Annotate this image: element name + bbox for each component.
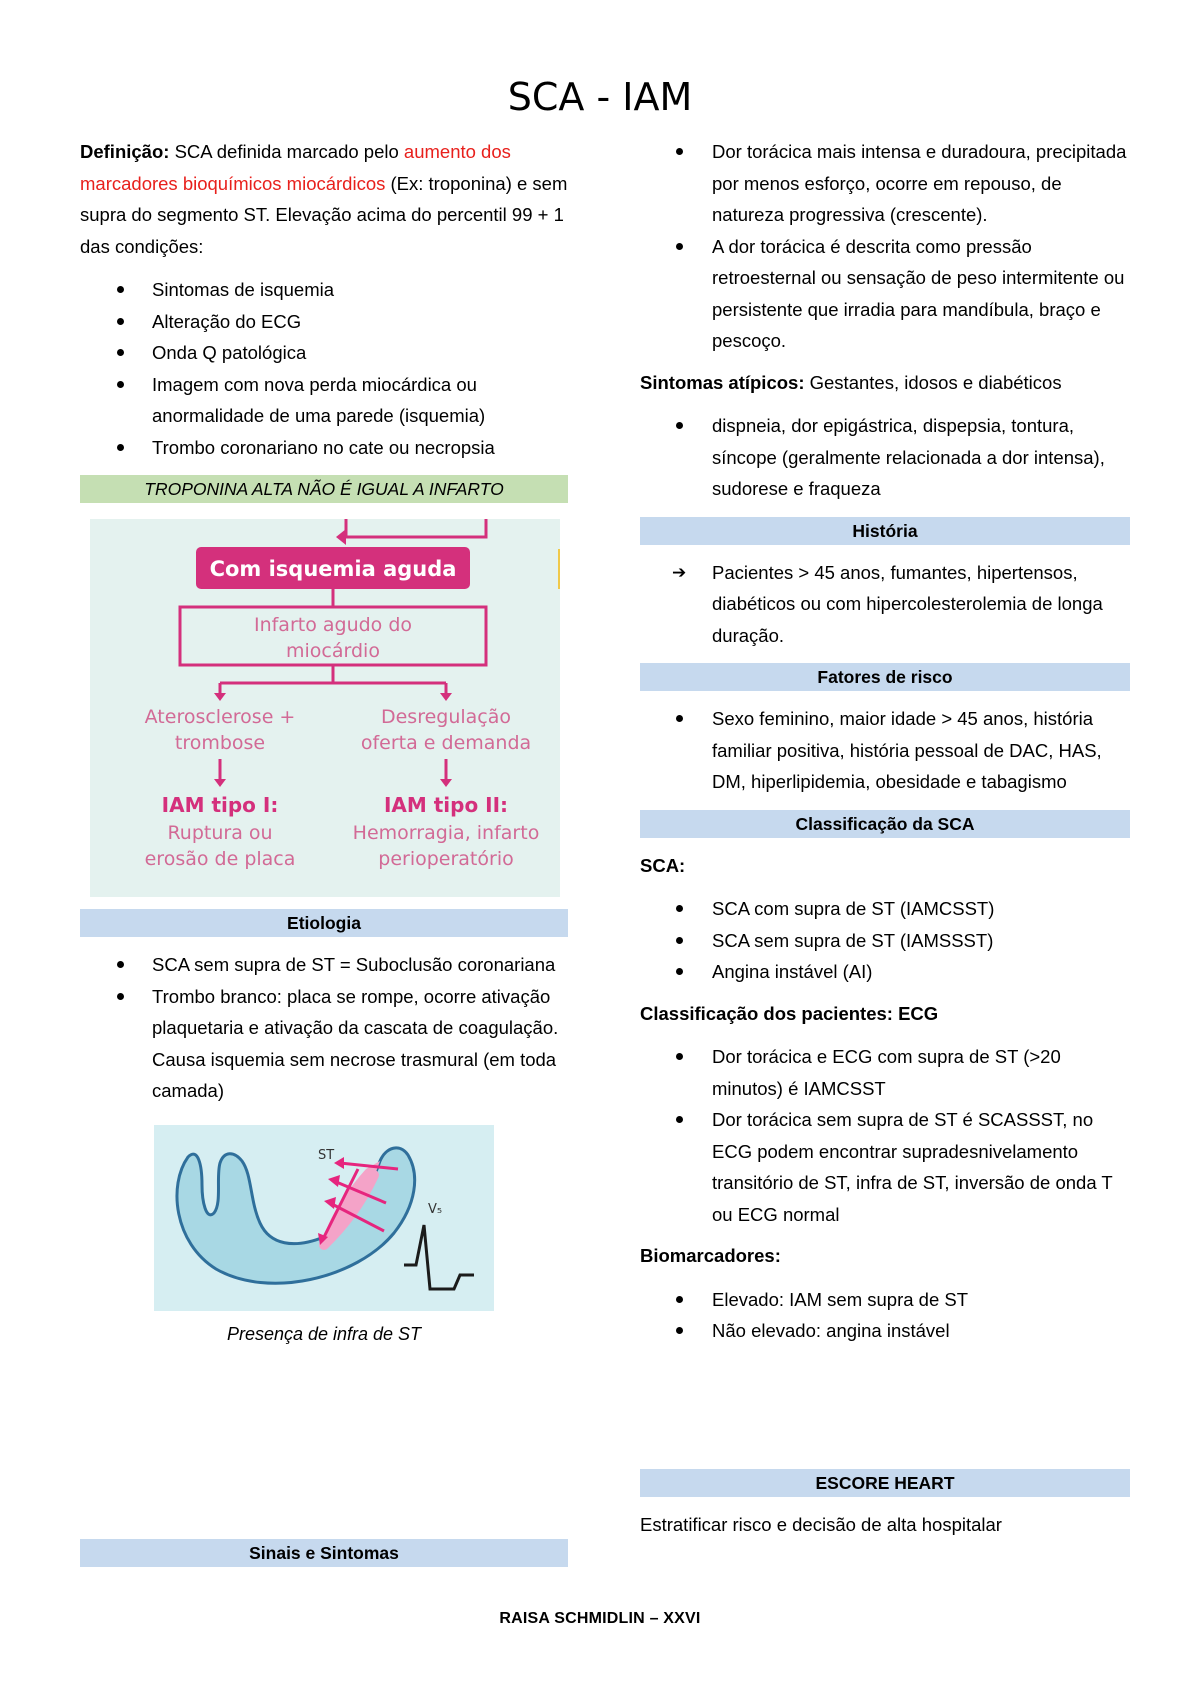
list-item: Dor torácica mais intensa e duradoura, precipitada por menos esforço, ocorre em repouso, de natureza progressiva (crescente). (640, 136, 1130, 231)
flowchart-top-text: Com isquemia aguda (209, 557, 457, 581)
biomarcadores-list (640, 1284, 1130, 1347)
etiologia-list (80, 949, 568, 1107)
flowchart-mid-text-1: Infarto agudo do (253, 614, 413, 636)
troponin-note: TROPONINA ALTA NÃO É IGUAL A INFARTO (80, 475, 568, 503)
biomarcadores-label: Biomarcadores: (640, 1245, 781, 1266)
definition-highlight: aumento dos marcadores bioquímicos miocárdicos (80, 141, 511, 194)
list-item: Imagem com nova perda miocárdica ou anormalidade de uma parede (isquemia) (80, 369, 568, 432)
definition-paragraph (80, 136, 568, 262)
ecg-v5-label: V₅ (428, 1201, 443, 1217)
list-item: dispneia, dor epigástrica, dispepsia, tontura, síncope (geralmente relacionada a dor intensa), sudorese e fraqueza (640, 410, 1130, 505)
list-item: Dor torácica e ECG com supra de ST (>20 minutos) é IAMCSST (640, 1041, 1130, 1104)
iam-flowchart (90, 519, 560, 897)
list-item: Angina instável (AI) (640, 956, 1130, 988)
footer-author: RAISA SCHMIDLIN – XXVI (499, 1610, 701, 1627)
list-item: A dor torácica é descrita como pressão retroesternal ou sensação de peso intermitente ou persistente que irradia para mandíbula, braço e pescoço. (640, 231, 1130, 357)
atypical-paragraph (640, 367, 1130, 399)
atypical-label: Sintomas atípicos: (640, 371, 805, 393)
sinais-sintomas-header: Sinais e Sintomas (80, 1539, 568, 1567)
list-item: Dor torácica sem supra de ST é SCASSST, no ECG podem encontrar supradesnivelamento transitório de ST, infra de ST, inversão de onda T ou ECG normal (640, 1104, 1130, 1230)
list-item: Elevado: IAM sem supra de ST (640, 1284, 1130, 1316)
flowchart-left-cause-2: trombose (174, 732, 266, 754)
flowchart-left-type: IAM tipo I: (161, 793, 279, 817)
flowchart-left-cause-1: Aterosclerose + (144, 706, 296, 728)
sca-list (640, 893, 1130, 988)
definition-text: SCA definida marcado pelo (169, 141, 404, 162)
flowchart-right-cause-2: oferta e demanda (360, 732, 532, 754)
list-item: Sintomas de isquemia (80, 274, 568, 306)
list-item: SCA sem supra de ST (IAMSSST) (640, 925, 1130, 957)
classificacao-header: Classificação da SCA (640, 810, 1130, 838)
definition-label: Definição: (80, 141, 170, 162)
left-column (80, 136, 568, 1579)
list-item: SCA sem supra de ST = Suboclusão coronariana (80, 949, 568, 981)
flowchart-mid-text-2: miocárdio (286, 640, 380, 662)
etiologia-header: Etiologia (80, 909, 568, 937)
definition-text-cont: (Ex: troponina) e sem supra do segmento ST. Elevação acima do percentil 99 + 1 das condições: (80, 172, 568, 257)
ecg-st-figure (154, 1125, 494, 1311)
list-item: SCA com supra de ST (IAMCSST) (640, 893, 1130, 925)
atypical-text: Gestantes, idosos e diabéticos (804, 371, 1062, 393)
fatores-risco-header: Fatores de risco (640, 663, 1130, 691)
atypical-list (640, 410, 1130, 505)
ecg-classification-label: Classificação dos pacientes: ECG (640, 1002, 939, 1024)
flowchart-right-desc-2: perioperatório (378, 848, 514, 870)
page-title: SCA - IAM (507, 75, 693, 119)
right-column (640, 136, 1130, 1540)
flowchart-right-type: IAM tipo II: (383, 793, 509, 817)
list-item: Sexo feminino, maior idade > 45 anos, história familiar positiva, história pessoal de DAC, HAS, DM, hiperlipidemia, obesidade e tabagismo (640, 703, 1130, 798)
ecg-classification-list (640, 1041, 1130, 1230)
flowchart-left-desc-1: Ruptura ou (167, 822, 273, 844)
list-item: ➔ Pacientes > 45 anos, fumantes, hipertensos, diabéticos ou com hipercolesterolemia de longa duração. (640, 557, 1130, 652)
ecg-caption: Presença de infra de ST (226, 1323, 422, 1344)
escore-heart-text: Estratificar risco e decisão de alta hospitalar (640, 1513, 1002, 1535)
list-item: Alteração do ECG (80, 306, 568, 338)
escore-heart-header: ESCORE HEART (640, 1469, 1130, 1497)
list-item: Trombo coronariano no cate ou necropsia (80, 432, 568, 464)
conditions-list (80, 274, 568, 463)
historia-header: História (640, 517, 1130, 545)
list-item: Onda Q patológica (80, 337, 568, 369)
flowchart-right-desc-1: Hemorragia, infarto (352, 822, 540, 844)
historia-list (640, 557, 1130, 652)
ecg-st-label: ST (318, 1147, 335, 1163)
fatores-risco-list (640, 703, 1130, 798)
flowchart-left-desc-2: erosão de placa (144, 848, 296, 870)
symptoms-list (640, 136, 1130, 357)
list-item: Não elevado: angina instável (640, 1315, 1130, 1347)
flowchart-right-cause-1: Desregulação (380, 706, 512, 728)
list-item: Trombo branco: placa se rompe, ocorre ativação plaquetaria e ativação da cascata de coagulação. Causa isquemia sem necrose trasmural (em toda camada) (80, 981, 568, 1107)
sca-label: SCA: (640, 854, 686, 876)
